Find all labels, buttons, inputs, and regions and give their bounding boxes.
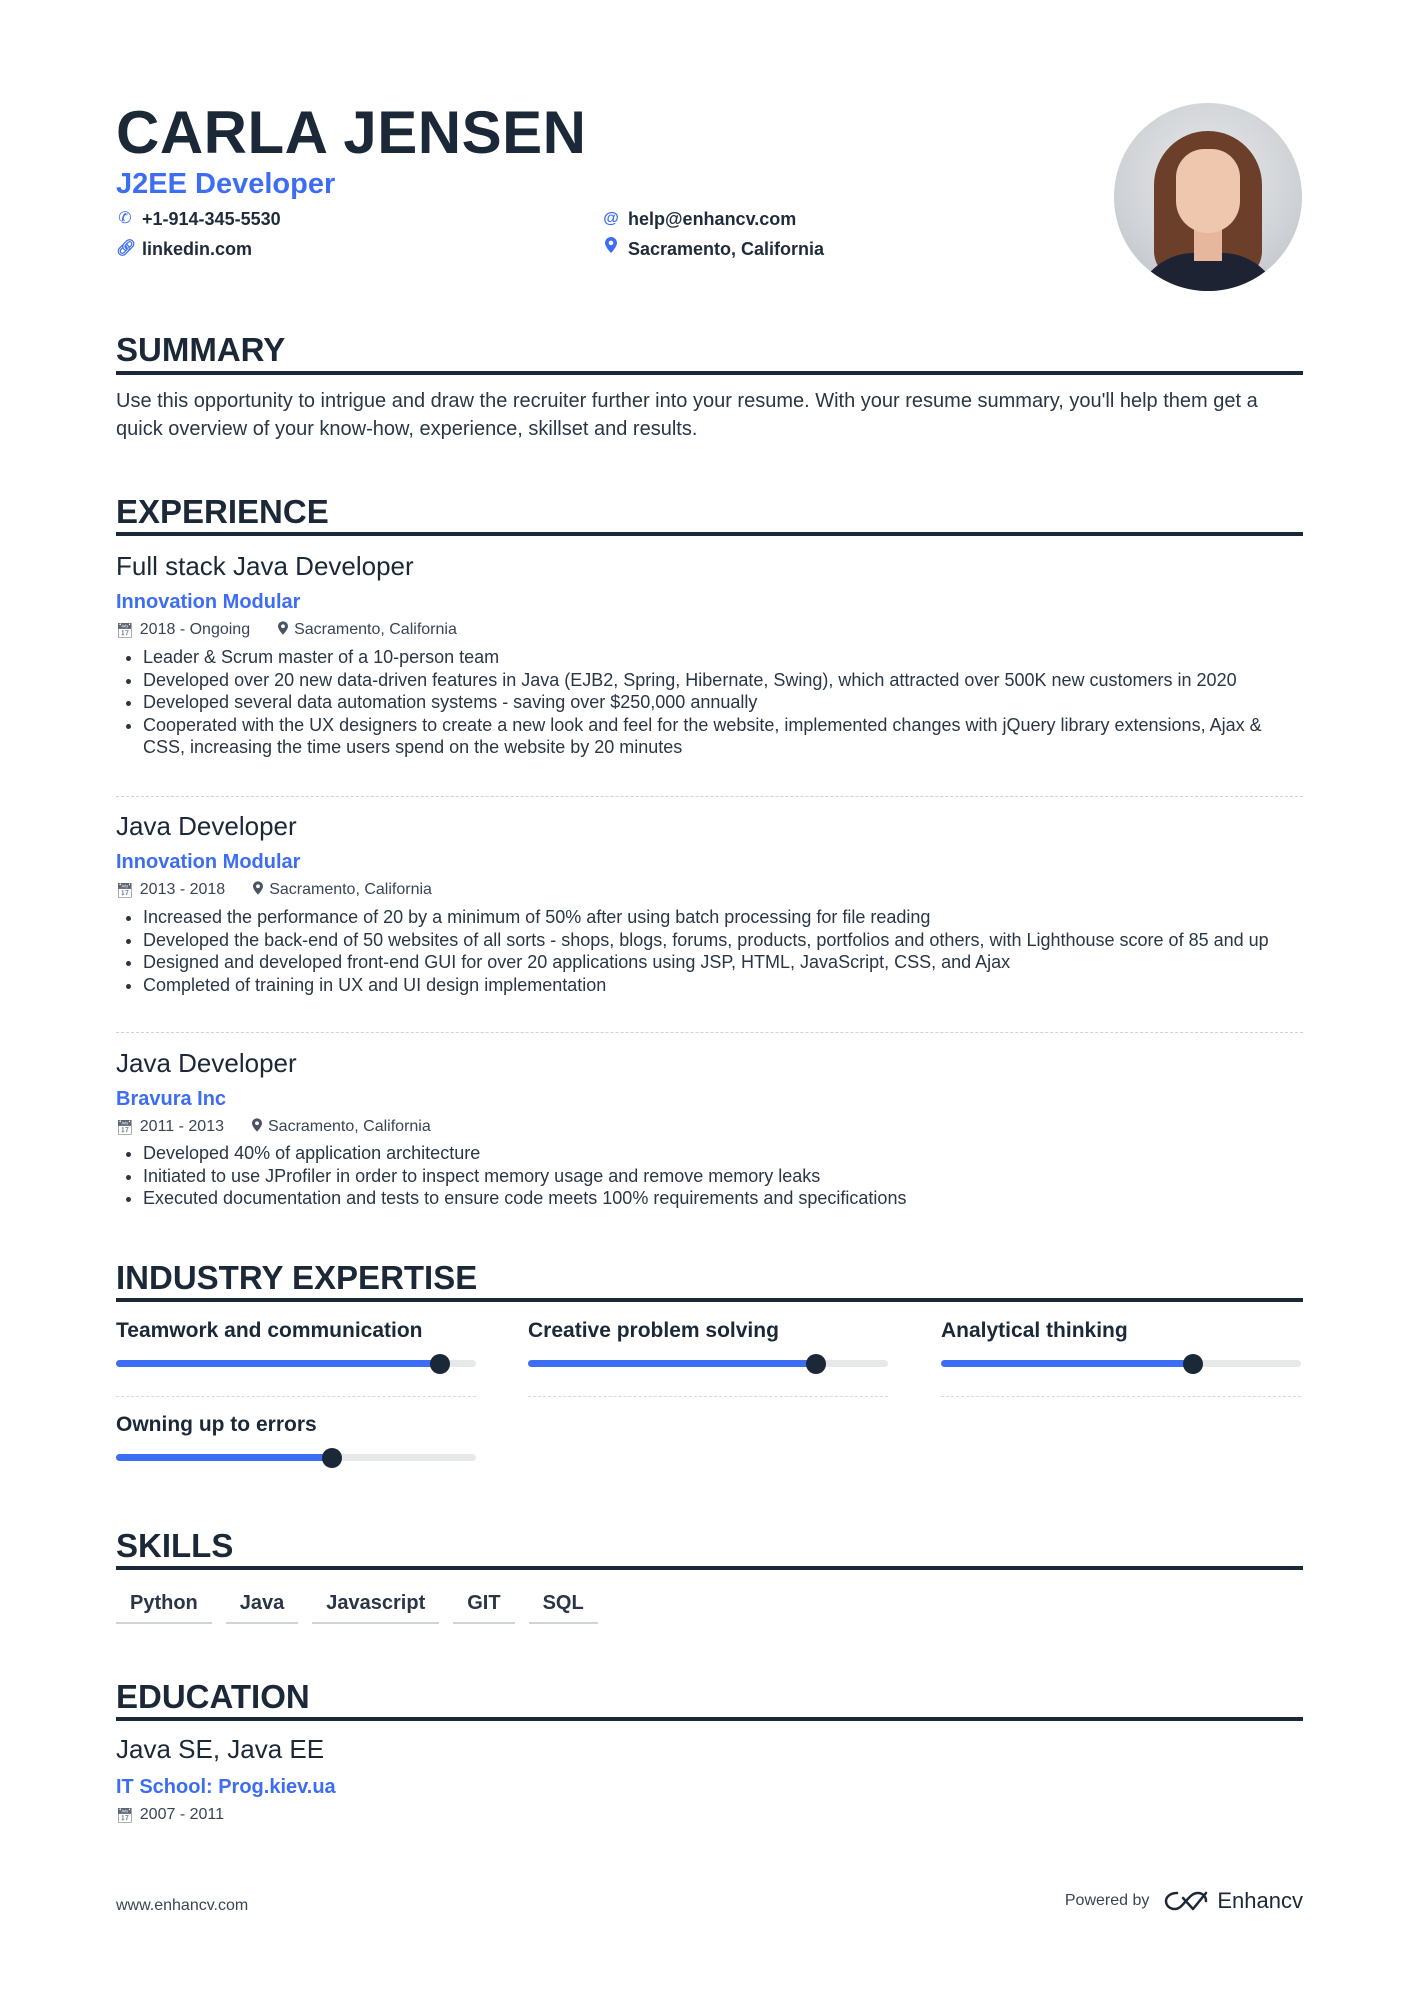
candidate-role: J2EE Developer bbox=[116, 168, 336, 200]
list-item: • Developed 40% of application architecture bbox=[143, 1142, 1303, 1165]
job-title: Java Developer bbox=[116, 1048, 297, 1078]
expertise-bar-knob bbox=[806, 1354, 826, 1374]
enhancv-logo-text: Enhancv bbox=[1217, 1888, 1303, 1913]
expertise-bar-knob bbox=[322, 1448, 342, 1468]
calendar-icon: 📅︎ bbox=[116, 1119, 134, 1135]
expertise-bar bbox=[116, 1454, 476, 1461]
enhancv-logo-icon bbox=[1163, 1890, 1209, 1912]
location-text: Sacramento, California bbox=[628, 239, 825, 259]
job-title: Full stack Java Developer bbox=[116, 551, 414, 581]
expertise-bar-fill bbox=[116, 1360, 440, 1367]
skill-tag: GIT bbox=[453, 1590, 514, 1624]
job-location: Sacramento, California bbox=[294, 621, 457, 638]
section-title-expertise: INDUSTRY EXPERTISE bbox=[116, 1259, 478, 1296]
calendar-icon: 📅︎ bbox=[116, 622, 134, 638]
section-divider bbox=[116, 1566, 1303, 1570]
expertise-bar bbox=[941, 1360, 1301, 1367]
location-pin-icon bbox=[602, 237, 620, 261]
job-bullets bbox=[116, 906, 1303, 996]
expertise-bar-knob bbox=[430, 1354, 450, 1374]
company-name: Bravura Inc bbox=[116, 1088, 227, 1110]
list-item: • Developed over 20 new data-driven features in Java (EJB2, Spring, Hibernate, Swing), which attracted over 500K new customers in 2020 bbox=[143, 669, 1303, 692]
list-item: • Executed documentation and tests to ensure code meets 100% requirements and specifications bbox=[143, 1187, 1303, 1210]
contact-location bbox=[602, 237, 824, 261]
calendar-icon: 📅︎ bbox=[116, 1807, 134, 1823]
summary-text: Use this opportunity to intrigue and draw the recruiter further into your resume. With your resume summary, you'll help them get a quick overview of your know-how, experience, skillset and results. bbox=[116, 390, 1258, 440]
job-location: Sacramento, California bbox=[268, 1118, 431, 1135]
contact-linkedin[interactable] bbox=[116, 237, 252, 261]
section-divider bbox=[116, 1298, 1303, 1302]
job-meta bbox=[116, 620, 457, 640]
location-pin-icon bbox=[252, 1117, 262, 1137]
company-name: Innovation Modular bbox=[116, 851, 301, 873]
job-meta bbox=[116, 880, 432, 900]
job-location: Sacramento, California bbox=[269, 881, 432, 898]
expertise-divider bbox=[941, 1396, 1301, 1397]
skill-tag: SQL bbox=[529, 1590, 598, 1624]
job-divider bbox=[116, 796, 1303, 797]
footer-branding bbox=[1065, 1888, 1303, 1914]
list-item: • Designed and developed front-end GUI for over 20 applications using JSP, HTML, JavaScript, CSS, and Ajax bbox=[143, 951, 1303, 974]
enhancv-logo[interactable] bbox=[1163, 1888, 1303, 1914]
job-dates: 2018 - Ongoing bbox=[139, 621, 251, 638]
job-dates: 2011 - 2013 bbox=[139, 1118, 224, 1135]
expertise-divider bbox=[528, 1396, 888, 1397]
linkedin-text[interactable]: linkedin.com bbox=[142, 239, 253, 259]
job-dates: 2013 - 2018 bbox=[139, 881, 226, 898]
expertise-name: Creative problem solving bbox=[528, 1319, 779, 1342]
expertise-bar-fill bbox=[116, 1454, 332, 1461]
phone-text: +1-914-345-5530 bbox=[142, 209, 281, 229]
expertise-bar bbox=[528, 1360, 888, 1367]
calendar-icon: 📅︎ bbox=[116, 882, 134, 898]
expertise-bar-knob bbox=[1183, 1354, 1203, 1374]
education-school: IT School: Prog.kiev.ua bbox=[116, 1776, 336, 1798]
contact-email[interactable] bbox=[602, 207, 796, 231]
list-item: • Developed the back-end of 50 websites of all sorts - shops, blogs, forums, products, portfolios and others, with Lighthouse score of 85 and up bbox=[143, 929, 1303, 952]
location-pin-icon bbox=[253, 880, 263, 900]
education-meta bbox=[116, 1805, 224, 1825]
section-title-summary: SUMMARY bbox=[116, 331, 286, 368]
footer-website[interactable]: www.enhancv.com bbox=[116, 1897, 249, 1914]
job-divider bbox=[116, 1032, 1303, 1033]
job-title: Java Developer bbox=[116, 811, 297, 841]
skill-tag: Python bbox=[116, 1590, 212, 1624]
profile-photo bbox=[1114, 103, 1302, 291]
job-meta bbox=[116, 1117, 431, 1137]
list-item: • Initiated to use JProfiler in order to inspect memory usage and remove memory leaks bbox=[143, 1165, 1303, 1188]
list-item: • Increased the performance of 20 by a minimum of 50% after using batch processing for file reading bbox=[143, 906, 1303, 929]
expertise-bar-fill bbox=[941, 1360, 1193, 1367]
expertise-bar bbox=[116, 1360, 476, 1367]
expertise-bar-fill bbox=[528, 1360, 816, 1367]
list-item: • Leader & Scrum master of a 10-person team bbox=[143, 646, 1303, 669]
list-item: • Cooperated with the UX designers to create a new look and feel for the website, implemented changes with jQuery library extensions, Ajax & CSS, increasing the time users spend on the website by 20 minutes bbox=[143, 714, 1303, 759]
section-divider bbox=[116, 371, 1303, 375]
list-item: • Developed several data automation systems - saving over $250,000 annually bbox=[143, 691, 1303, 714]
job-bullets bbox=[116, 646, 1303, 759]
powered-by-text: Powered by bbox=[1064, 1892, 1150, 1909]
section-divider bbox=[116, 532, 1303, 536]
education-degree: Java SE, Java EE bbox=[116, 1734, 325, 1764]
expertise-name: Owning up to errors bbox=[116, 1413, 317, 1436]
contact-phone bbox=[116, 207, 281, 231]
phone-icon: ✆ bbox=[118, 210, 132, 227]
expertise-name: Analytical thinking bbox=[941, 1319, 1128, 1342]
location-pin-icon bbox=[278, 620, 288, 640]
skill-tag: Java bbox=[226, 1590, 299, 1624]
list-item: • Completed of training in UX and UI design implementation bbox=[143, 974, 1303, 997]
job-bullets bbox=[116, 1142, 1303, 1210]
section-title-education: EDUCATION bbox=[116, 1678, 310, 1715]
expertise-divider bbox=[116, 1396, 476, 1397]
section-divider bbox=[116, 1717, 1303, 1721]
section-title-skills: SKILLS bbox=[116, 1527, 234, 1564]
candidate-name: CARLA JENSEN bbox=[116, 99, 587, 166]
link-icon: 🔗︎ bbox=[116, 240, 137, 257]
section-title-experience: EXPERIENCE bbox=[116, 493, 329, 530]
company-name: Innovation Modular bbox=[116, 591, 301, 613]
expertise-name: Teamwork and communication bbox=[116, 1319, 423, 1342]
education-dates: 2007 - 2011 bbox=[139, 1806, 224, 1823]
at-icon: @ bbox=[603, 210, 619, 227]
skills-list bbox=[116, 1590, 598, 1624]
email-text[interactable]: help@enhancv.com bbox=[628, 209, 797, 229]
skill-tag: Javascript bbox=[312, 1590, 439, 1624]
